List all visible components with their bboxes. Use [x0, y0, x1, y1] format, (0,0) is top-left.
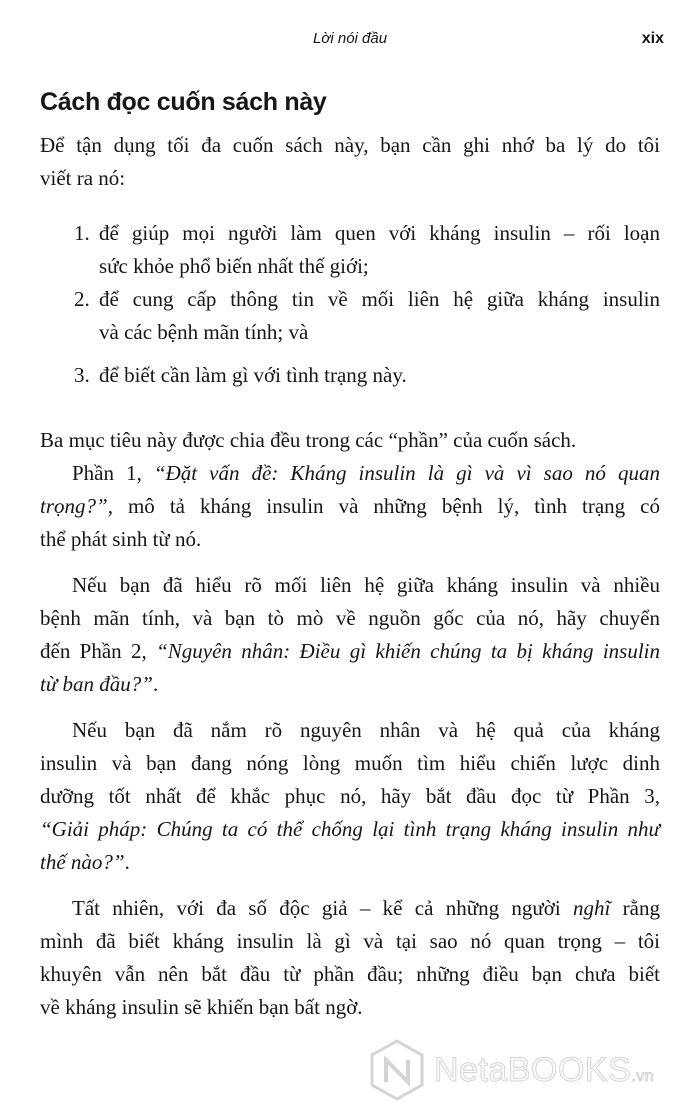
text: Để tận dụng tối đa cuốn sách này, bạn cần ghi nhớ ba lý do tôi: [40, 133, 660, 157]
text: bệnh mãn tính, và bạn tò mò về nguồn gốc của nó, hãy chuyển: [40, 606, 660, 630]
list-item-line: [99, 218, 660, 248]
text: và các bệnh mãn tính; và: [99, 320, 309, 344]
list-item-line: [99, 360, 407, 390]
text: mình đã biết kháng insulin là gì và tại sao nó quan trọng – tôi: [40, 929, 660, 953]
text: dưỡng tốt nhất để khắc phục nó, hãy bắt đầu đọc từ Phần 3,: [40, 784, 660, 808]
text: đến Phần 2,: [40, 639, 157, 663]
paragraph-line: [72, 893, 660, 923]
netabooks-logo-icon: [368, 1038, 426, 1102]
italic-text: từ ban đầu?”: [40, 672, 153, 696]
italic-text: “Nguyên nhân: Điều gì khiến chúng ta bị kháng insulin: [156, 639, 660, 663]
paragraph-line: [40, 491, 660, 521]
text: Phần 1,: [72, 461, 154, 485]
list-number: 3.: [74, 363, 90, 387]
page-number: xix: [641, 30, 664, 47]
text: để giúp mọi người làm quen với kháng insulin – rối loạn: [99, 221, 660, 245]
italic-text: “Đặt vấn đề: Kháng insulin là gì và vì sao nó quan: [153, 461, 661, 485]
italic-text: trọng?”: [40, 494, 108, 518]
italic-text: nghĩ: [573, 896, 611, 920]
list-item-line: [99, 251, 369, 281]
text: thể phát sinh từ nó.: [40, 527, 202, 551]
italic-text: thế nào?”: [40, 850, 125, 874]
text: insulin và bạn đang nóng lòng muốn tìm hiểu chiến lược dinh: [40, 751, 660, 775]
paragraph-line: [40, 814, 660, 844]
text: Nếu bạn đã nắm rõ nguyên nhân và hệ quả của kháng: [72, 718, 660, 742]
paragraph-line: [40, 524, 201, 554]
paragraph-line: [40, 130, 660, 160]
text: Nếu bạn đã hiểu rõ mối liên hệ giữa kháng insulin và nhiều: [72, 573, 660, 597]
list-number: 2.: [74, 287, 90, 311]
paragraph-line: [40, 425, 576, 455]
paragraph-line: [40, 926, 660, 956]
watermark-brand: NetaBOOKS: [434, 1050, 632, 1089]
paragraph-line: [40, 847, 130, 877]
paragraph-line: [40, 992, 363, 1022]
paragraph-line: [72, 570, 660, 600]
text: Tất nhiên, với đa số độc giả – kể cả những người: [72, 896, 574, 920]
list-number: 1.: [74, 221, 90, 245]
paragraph-line: [40, 669, 158, 699]
list-item-line: [99, 284, 660, 314]
text: .: [152, 672, 159, 696]
italic-text: “Giải pháp: Chúng ta có thể chống lại tình trạng kháng insulin như: [40, 817, 660, 841]
paragraph-line: [40, 748, 660, 778]
section-heading: Cách đọc cuốn sách này: [40, 88, 327, 116]
netabooks-watermark: [368, 1038, 654, 1102]
text: khuyên vẫn nên bắt đầu từ phần đầu; những điều bạn chưa biết: [40, 962, 660, 986]
paragraph-line: [40, 959, 660, 989]
text: về kháng insulin sẽ khiến bạn bất ngờ.: [40, 995, 363, 1019]
text: rằng: [610, 896, 660, 920]
paragraph-line: [72, 715, 660, 745]
text: viết ra nó:: [40, 166, 126, 190]
paragraph-line: [40, 603, 660, 633]
text: để cung cấp thông tin về mối liên hệ giữa kháng insulin: [99, 287, 660, 311]
paragraph-line: [40, 163, 125, 193]
text: Ba mục tiêu này được chia đều trong các “phần” của cuốn sách.: [40, 428, 577, 452]
running-header-title: Lời nói đầu: [312, 30, 388, 47]
paragraph-line: [72, 458, 660, 488]
text: , mô tả kháng insulin và những bệnh lý, tình trạng có: [107, 494, 660, 518]
text: sức khỏe phổ biến nhất thế giới;: [99, 254, 369, 278]
paragraph-line: [40, 781, 660, 811]
text: .: [124, 850, 130, 874]
paragraph-line: [40, 636, 660, 666]
watermark-suffix: .vn: [631, 1067, 655, 1085]
list-item-line: [99, 317, 308, 347]
text: để biết cần làm gì với tình trạng này.: [99, 363, 407, 387]
